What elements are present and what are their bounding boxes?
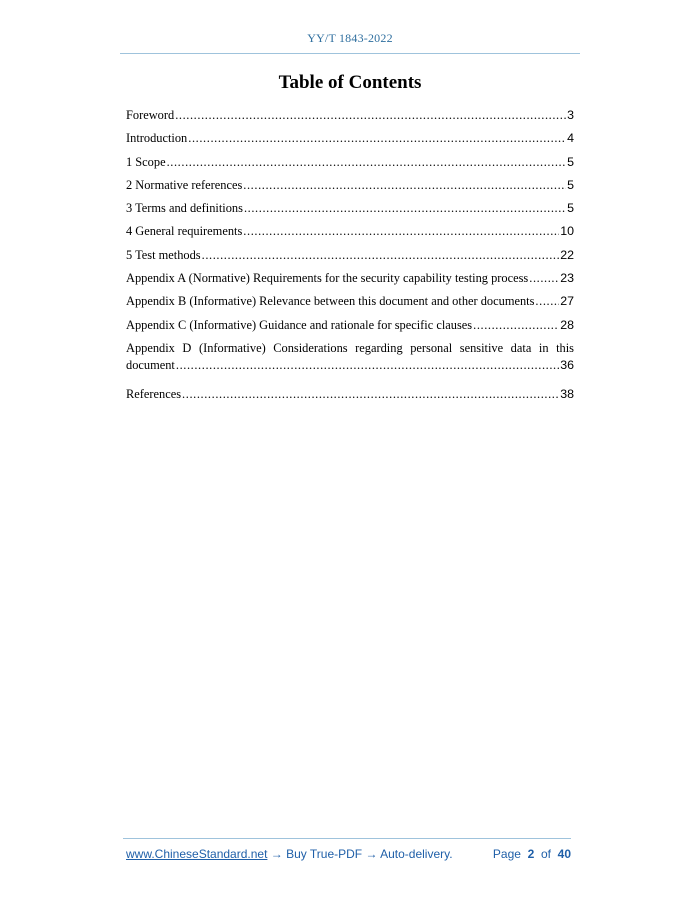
toc-entry-references[interactable] (126, 387, 574, 410)
dot-leader (473, 318, 559, 333)
toc-page-number: 27 (560, 294, 574, 309)
toc-entry-text: Appendix C (Informative) Guidance and rationale for specific clauses (126, 317, 473, 332)
toc-page-number: 5 (567, 201, 574, 216)
total-pages-number: 40 (557, 847, 571, 861)
toc-entry-text: Foreword (126, 108, 175, 122)
toc-entry-terms-definitions[interactable] (126, 201, 574, 224)
current-page-number: 2 (527, 847, 535, 861)
footer-tagline: → Buy True-PDF → Auto-delivery. (267, 847, 453, 861)
toc-entry-normative-references[interactable] (126, 178, 574, 201)
toc-entry-foreword[interactable] (126, 108, 574, 131)
toc-page-number: 36 (560, 358, 574, 373)
website-link[interactable]: www.ChineseStandard.net (126, 847, 268, 861)
toc-entry-text-line1: Appendix D (Informative) Considerations regarding personal sensitive data in this (126, 340, 574, 355)
toc-entry-scope[interactable] (126, 155, 574, 178)
toc-entry-text: 5 Test methods (126, 247, 201, 262)
toc-entry-appendix-a[interactable] (126, 271, 574, 294)
dot-leader (529, 271, 559, 286)
page-title: Table of Contents (278, 72, 422, 93)
toc-entry-text-line2: document (126, 358, 175, 373)
toc-page-number: 4 (567, 131, 574, 146)
toc-page-number: 10 (560, 224, 574, 239)
dot-leader (176, 358, 559, 373)
toc-page-number: 5 (567, 177, 574, 192)
toc-entry-text: 3 Terms and definitions (126, 201, 243, 216)
page-counter (493, 847, 571, 861)
toc-page-number: 38 (560, 386, 574, 401)
toc-entry-appendix-b[interactable] (126, 294, 574, 317)
toc-entry-text: 1 Scope (126, 154, 166, 169)
page-label: Page (492, 847, 521, 861)
toc-entry-text: Introduction (126, 131, 188, 146)
dot-leader (175, 108, 566, 123)
toc-page-number: 22 (560, 247, 574, 262)
dot-leader (167, 155, 567, 170)
toc-entry-text: References (126, 386, 182, 401)
footer-divider (123, 838, 571, 839)
toc-entry-appendix-d[interactable] (126, 341, 574, 387)
toc-entry-general-requirements[interactable] (126, 224, 574, 247)
dot-leader (243, 224, 559, 239)
dot-leader (182, 387, 559, 402)
dot-leader (243, 178, 566, 193)
toc-entry-text: Appendix A (Normative) Requirements for the security capability testing process (126, 271, 529, 286)
toc-entry-text: 4 General requirements (126, 224, 243, 239)
toc-page-number: 3 (567, 108, 574, 122)
toc-entry-text: Appendix B (Informative) Relevance between this document and other documents (126, 294, 535, 309)
header-divider (120, 53, 580, 54)
toc-entry-test-methods[interactable] (126, 248, 574, 271)
dot-leader (244, 201, 566, 216)
toc-entry-text: 2 Normative references (126, 177, 243, 192)
toc-entry-introduction[interactable] (126, 131, 574, 154)
toc-entry-appendix-c[interactable] (126, 318, 574, 341)
toc-page-number: 23 (560, 271, 574, 286)
toc-page-number: 28 (560, 317, 574, 332)
running-header: YY/T 1843-2022 (307, 31, 393, 45)
dot-leader (188, 131, 566, 146)
toc-page-number: 5 (567, 154, 574, 169)
table-of-contents (126, 108, 574, 410)
of-label: of (540, 847, 551, 861)
dot-leader (535, 294, 559, 309)
dot-leader (202, 248, 560, 263)
